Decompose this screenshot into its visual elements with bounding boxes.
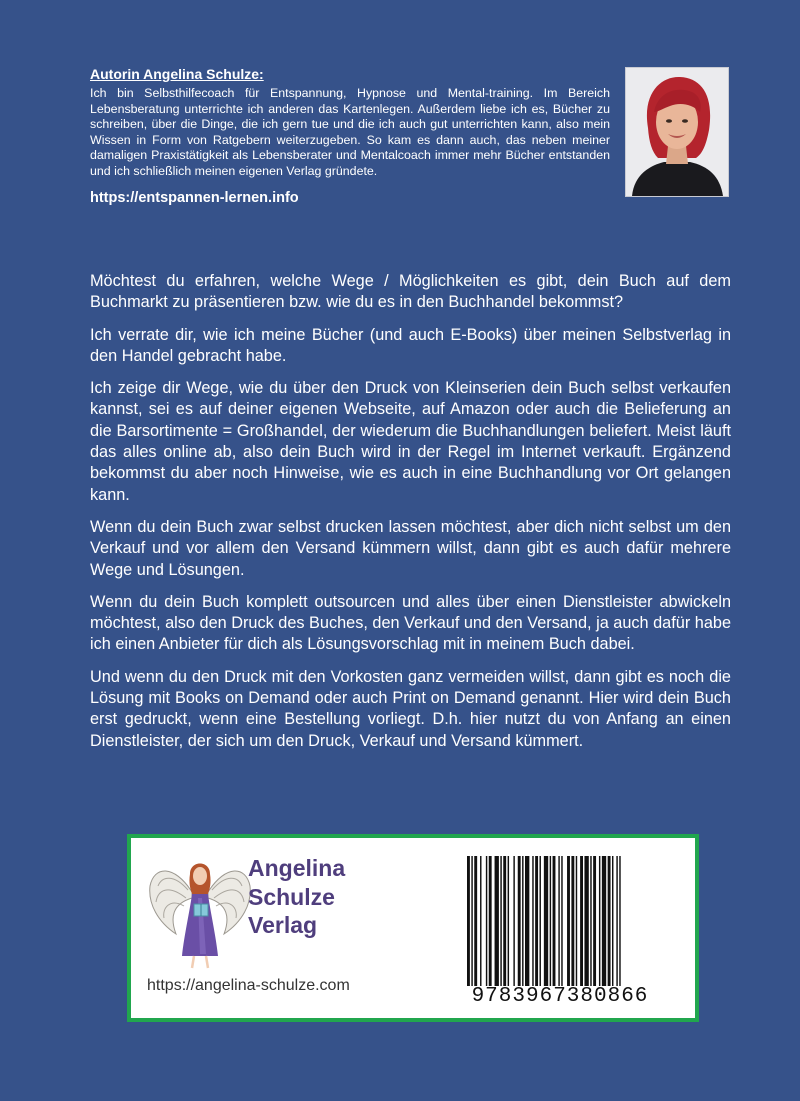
barcode-bar <box>561 856 562 986</box>
barcode-bar <box>550 856 551 986</box>
author-portrait <box>625 67 729 197</box>
publisher-name-line: Angelina <box>248 855 346 881</box>
barcode-bar <box>580 856 583 986</box>
barcode-bar <box>467 856 470 986</box>
body-paragraph: Wenn du dein Buch komplett outsourcen und alles über einen Dienstleister abwickeln möchtest, also den Druck des Buches, den Verkauf und den Versand, ja auch dafür habe ich einen Anbieter für dich als Lösungsvorschlag mit in meinem Buch dabei. <box>90 592 731 654</box>
author-website-link[interactable]: https://entspannen-lernen.info <box>90 189 299 206</box>
barcode-bar <box>544 856 548 986</box>
publisher-name-line: Verlag <box>248 912 318 938</box>
publisher-website-link[interactable]: https://angelina-schulze.com <box>147 977 350 994</box>
barcode-bar <box>480 856 481 986</box>
angel-logo-icon <box>148 852 252 970</box>
barcode-bar <box>584 856 588 986</box>
barcode-bar <box>608 856 611 986</box>
barcode-bar <box>503 856 506 986</box>
barcode-bar <box>525 856 529 986</box>
barcode-bar <box>619 856 620 986</box>
barcode-bar <box>532 856 533 986</box>
publisher-name <box>248 854 345 940</box>
body-paragraph: Möchtest du erfahren, welche Wege / Möglichkeiten es gibt, dein Buch auf dem Buchmarkt zu präsentieren bzw. wie du es in den Buchhandel bekommst? <box>90 272 731 312</box>
barcode-bar <box>508 856 509 986</box>
barcode-bar <box>518 856 521 986</box>
body-paragraph: Und wenn du den Druck mit den Vorkosten ganz vermeiden willst, dann gibt es noch die Lösung mit Books on Demand oder auch Print on Demand genannt. Hier wird dein Buch erst gedruckt, wenn eine Bestellung vorliegt. D.h. hier nutzt du von Anfang an einen Dienstleister, der sich um den Druck, Verkauf und Versand kümmert. <box>90 667 731 750</box>
barcode-bar <box>558 856 559 986</box>
author-heading: Autorin Angelina Schulze: <box>90 66 264 82</box>
barcode-bar <box>593 856 596 986</box>
barcode-bar <box>522 856 523 986</box>
barcode-bar <box>612 856 613 986</box>
barcode-bar <box>513 856 514 986</box>
author-portrait-image <box>626 68 728 196</box>
barcode-bar <box>590 856 591 986</box>
barcode-bar <box>571 856 574 986</box>
author-section <box>90 66 610 206</box>
barcode-bar <box>500 856 501 986</box>
barcode-bar <box>535 856 538 986</box>
barcode-bar <box>616 856 617 986</box>
barcode-bar <box>540 856 541 986</box>
body-paragraph: Ich zeige dir Wege, wie du über den Druck von Kleinserien dein Buch selbst verkaufen kannst, sei es auf deiner eigenen Webseite, auf Amazon oder auch die Belieferung an die Barsortimente = Großhandel, der wiederum die Buchhandlungen beliefert. Meist läuft das alles online ab, also dein Buch wird in der Regel im Internet verkauft. Ergänzend bekommst du aber noch Hinweise, wie es auch in eine Buchhandlung vor Ort gelangen kann. <box>90 379 731 504</box>
barcode-bar <box>471 856 472 986</box>
barcode-bar <box>474 856 477 986</box>
isbn-barcode <box>467 856 652 986</box>
barcode-bar <box>599 856 600 986</box>
barcode-bar <box>567 856 570 986</box>
author-bio: Ich bin Selbsthilfecoach für Entspannung, Hypnose und Mental-training. Im Bereich Lebensberatung unterrichte ich anderen das Kartenlegen. Außerdem liebe ich es, Bücher zu schreiben, über die Dinge, die ich gern tue und die ich auch gut unterrichten kann, also mein Wissen in Form von Ratgebern weiterzugeben. So kam es dann auch, das neben meiner damaligen Praxistätigkeit als Lebensberater und Mentalcoach immer mehr Bücher entstanden und ich schließlich meinen eigenen Verlag gründete. <box>90 86 610 178</box>
barcode-bar <box>576 856 577 986</box>
body-paragraph: Ich verrate dir, wie ich meine Bücher (und auch E-Books) über meinen Selbstverlag in den Handel gebracht habe. <box>90 325 731 365</box>
isbn-number: 9783967380866 <box>471 985 649 1008</box>
barcode-bar <box>553 856 556 986</box>
barcode-bar <box>602 856 606 986</box>
barcode-bar <box>486 856 487 986</box>
publisher-name-line: Schulze <box>248 883 335 910</box>
barcode-bar <box>489 856 492 986</box>
body-paragraph: Wenn du dein Buch zwar selbst drucken lassen möchtest, aber dich nicht selbst um den Verkauf und vor allem den Versand kümmern willst, dann gibt es auch dafür mehrere Wege und Lösungen. <box>90 517 731 579</box>
barcode-bar <box>495 856 499 986</box>
main-text <box>90 271 731 763</box>
publisher-box <box>127 834 699 1022</box>
